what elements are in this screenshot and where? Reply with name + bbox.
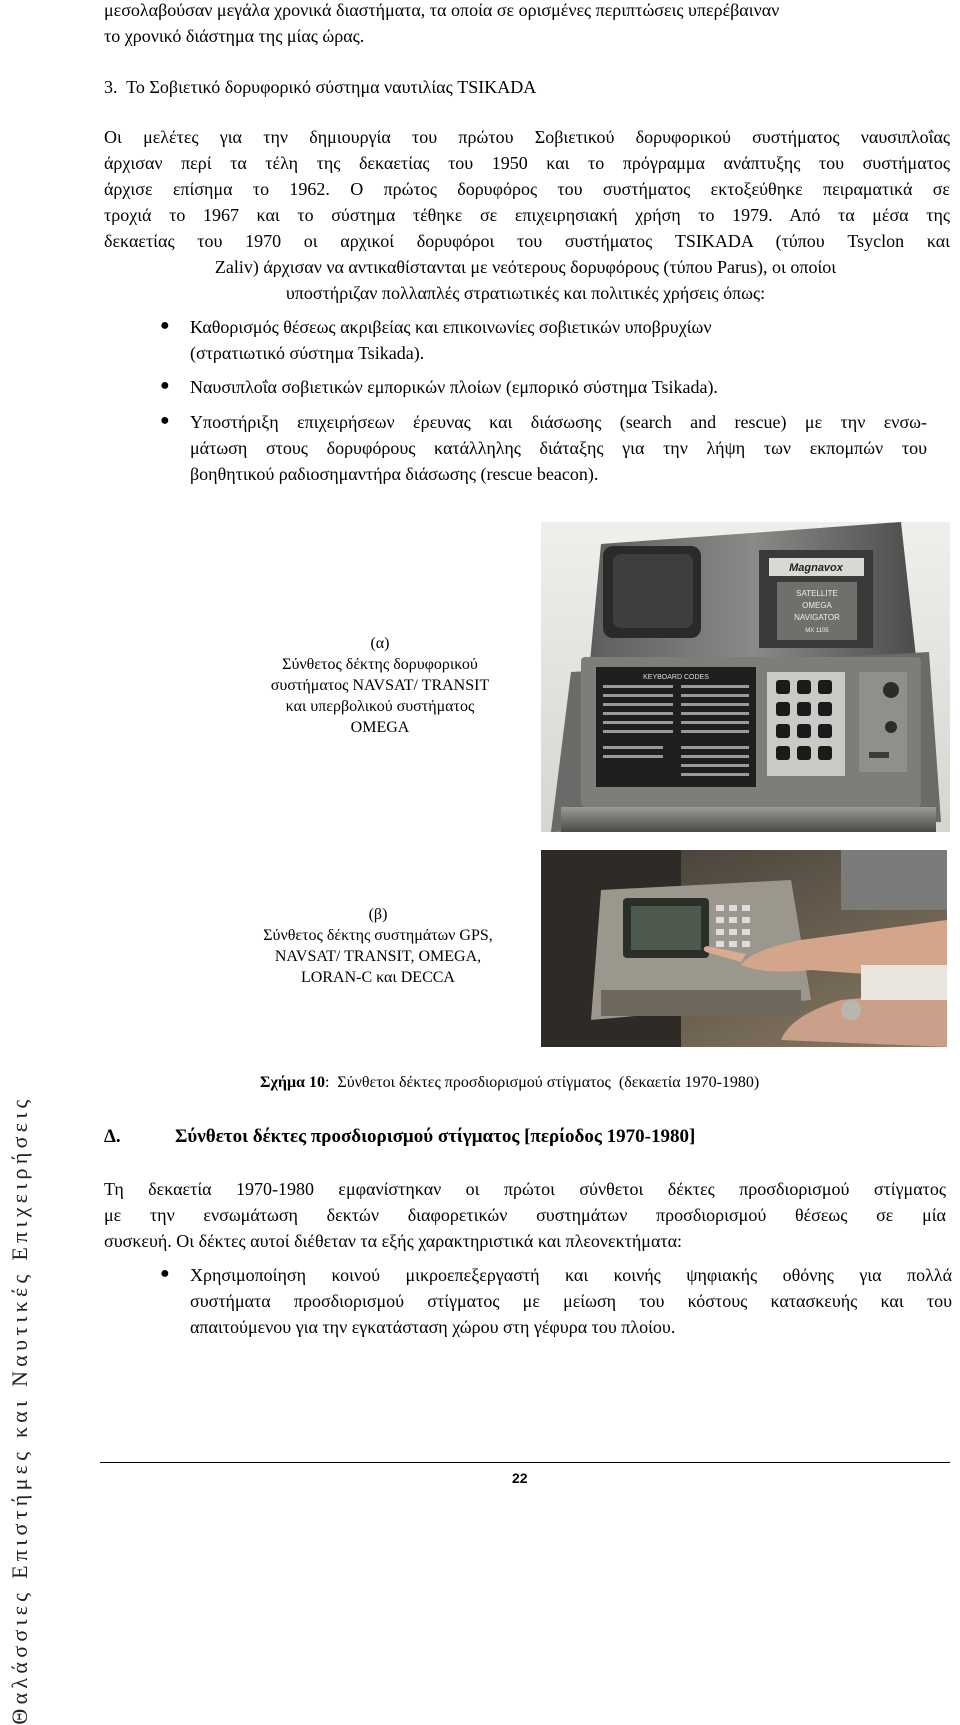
bullet-icon: ● <box>160 412 170 429</box>
photo-device-b <box>541 850 947 1047</box>
figure-caption-a <box>230 633 530 738</box>
section-d-heading: Σύνθετοι δέκτες προσδιορισμού στίγματος [περίοδος 1970-1980] <box>175 1126 696 1147</box>
navigator-device-illustration <box>541 522 950 832</box>
keyboard-codes-label: KEYBOARD CODES <box>643 674 709 681</box>
top-paragraph-line-1: μεσολαβούσαν μεγάλα χρονικά διαστήματα, τα οποία σε ορισμένες περιπτώσεις υπερέβαιναν <box>104 0 780 20</box>
figure-label: Σχήμα 10 <box>260 1074 325 1091</box>
section-d-line: Τη δεκαετία 1970-1980 εμφανίστηκαν οι πρώτοι σύνθετοι δέκτες προσδιορισμού στίγματος <box>104 1179 946 1199</box>
caption-b-line: Σύνθετος δέκτης συστημάτων GPS, <box>263 927 493 944</box>
device-plate-line: SATELLITE <box>796 589 838 598</box>
bullet-text: Καθορισμός θέσεως ακριβείας και επικοινωνίες σοβιετικών υποβρυχίων <box>190 317 712 337</box>
bullet-text: βοηθητικού ραδιοσημαντήρα διάσωσης (rescue beacon). <box>190 464 599 484</box>
section-d-line: με την ενσωμάτωση δεκτών διαφορετικών συστημάτων προσδιορισμού θέσεως σε μία <box>104 1205 946 1225</box>
top-paragraph-line-2: το χρονικό διάστημα της μίας ώρας. <box>104 26 365 46</box>
page-number: 22 <box>512 1470 528 1486</box>
caption-a-line: και υπερβολικού συστήματος <box>285 698 475 715</box>
photo-device-a <box>541 522 950 832</box>
device-plate-line: NAVIGATOR <box>794 613 840 622</box>
caption-b-line: (β) <box>368 906 388 923</box>
section-3-line: υποστήριζαν πολλαπλές στρατιωτικές και πολιτικές χρήσεις όπως: <box>285 283 766 303</box>
receiver-device-illustration <box>541 850 947 1047</box>
section-3-line: δεκαετίας του 1970 οι αρχικοί δορυφόροι του συστήματος TSIKADA (τύπου Tsyclon και <box>104 231 950 251</box>
bullet-text: συστήματα προσδιορισμού στίγματος με μείωση του κόστους κατασκευής και του <box>190 1291 952 1311</box>
section-3-line: Οι μελέτες για την δημιουργία του πρώτου Σοβιετικού δορυφορικού συστήματος ναυσιπλοΐας <box>104 127 950 147</box>
sidebar-title: Θαλάσσιες Επιστήμες και Ναυτικές Επιχειρήσεις <box>7 1095 32 1725</box>
bullet-icon: ● <box>160 1265 170 1282</box>
caption-a-line: συστήματος NAVSAT/ TRANSIT <box>270 677 490 694</box>
section-d-line: συσκευή. Οι δέκτες αυτοί διέθεταν τα εξής χαρακτηριστικά και πλεονεκτήματα: <box>104 1231 683 1251</box>
bullet-text: (στρατιωτικό σύστημα Tsikada). <box>190 343 425 363</box>
figure-caption-text: : Σύνθετοι δέκτες προσδιορισμού στίγματος (δεκαετία 1970-1980) <box>324 1074 760 1091</box>
sidebar <box>0 670 40 1725</box>
caption-a-line: Σύνθετος δέκτης δορυφορικού <box>282 656 478 673</box>
figure-10-caption <box>260 1072 759 1094</box>
section-d-number: Δ. <box>104 1126 121 1147</box>
device-plate-line: OMEGA <box>802 601 832 610</box>
bullet-text: μάτωση στους δορυφόρους κατάλληλης διάταξης για την λήψη των εκπομπών του <box>190 438 927 458</box>
bullet-text: Υποστήριξη επιχειρήσεων έρευνας και διάσωσης (search and rescue) με την ενσω- <box>190 412 927 432</box>
section-3-line: τροχιά το 1967 και το σύστημα τέθηκε σε επιχειρησιακή χρήση το 1979. Από τα μέσα της <box>104 205 950 225</box>
caption-b-line: LORAN-C και DECCA <box>301 969 455 986</box>
section-3-line: άρχισε επίσημα το 1962. Ο πρώτος δορυφόρος του συστήματος εκτοξεύθηκε πειραματικά σε <box>104 179 950 199</box>
caption-b-line: NAVSAT/ TRANSIT, OMEGA, <box>274 948 482 965</box>
bullet-icon: ● <box>160 317 170 334</box>
section-3-heading: 3. Το Σοβιετικό δορυφορικό σύστημα ναυτιλίας TSIKADA <box>104 77 537 97</box>
section-3-line: Zaliv) άρχισαν να αντικαθίστανται με νεότερους δορυφόρους (τύπου Parus), οι οποίοι <box>214 257 837 277</box>
bullet-icon: ● <box>160 377 170 394</box>
caption-a-line: OMEGA <box>350 719 410 736</box>
figure-caption-b <box>228 904 528 988</box>
device-plate-line: MX 1105 <box>805 628 829 634</box>
device-brand: Magnavox <box>789 562 843 574</box>
bullet-text: Χρησιμοποίηση κοινού μικροεπεξεργαστή και κοινής ψηφιακής οθόνης για πολλά <box>190 1265 952 1285</box>
footer-divider <box>100 1462 950 1463</box>
bullet-text: απαιτούμενου για την εγκατάσταση χώρου στη γέφυρα του πλοίου. <box>190 1317 676 1337</box>
bullet-text: Ναυσιπλοΐα σοβιετικών εμπορικών πλοίων (εμπορικό σύστημα Tsikada). <box>190 377 718 397</box>
caption-a-line: (α) <box>370 635 390 652</box>
section-3-line: άρχισαν περί τα τέλη της δεκαετίας του 1950 και το πρόγραμμα ανάπτυξης του συστήματος <box>104 153 950 173</box>
